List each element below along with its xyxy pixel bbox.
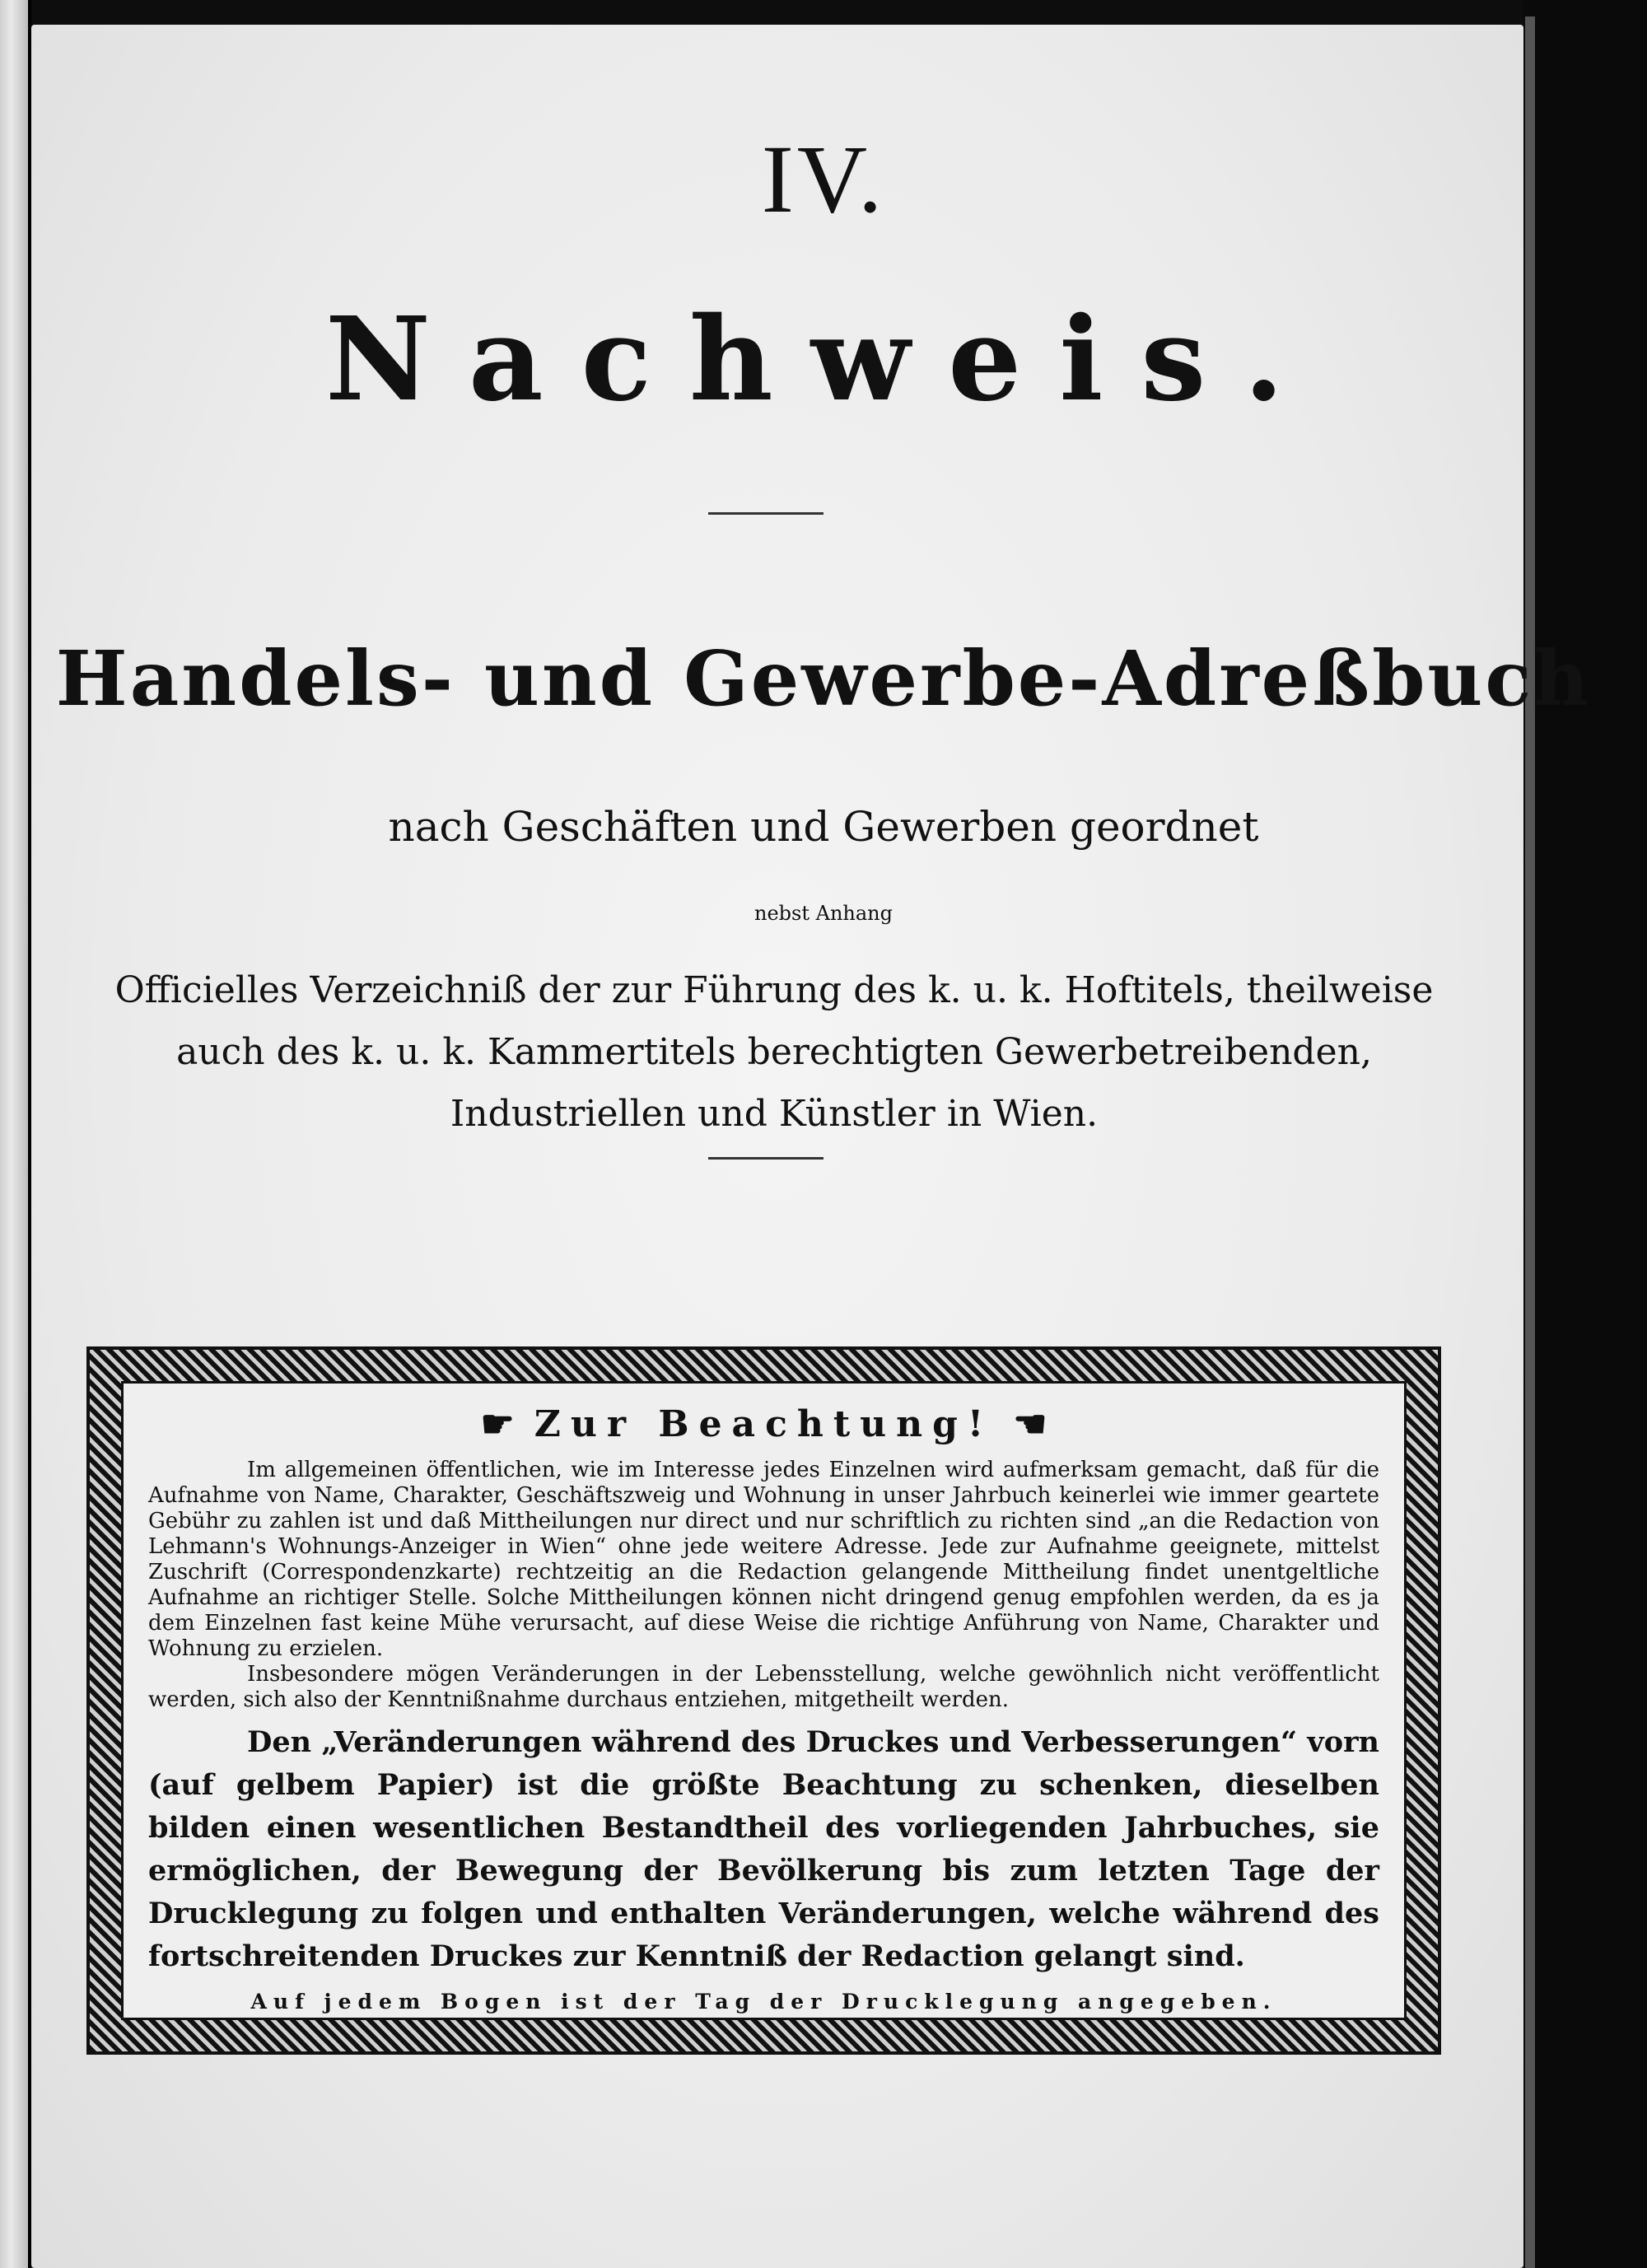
notice-heading: Zur Beachtung! [534, 1402, 994, 1445]
notice-heading-row [148, 1402, 1379, 1446]
book-subline: nach Geschäften und Gewerben geordnet [388, 803, 1259, 851]
pointing-hand-left-icon: ☚ [1013, 1402, 1047, 1446]
notice-box [121, 1381, 1407, 2020]
page-title: Nachweis. [324, 292, 1323, 427]
official-register-text: Officielles Verzeichniß der zur Führung des k. u. k. Hoftitels, theilweise auch des k. u. k. Kammertitels berechtigten Gewerbetreibenden, Industriellen und Künstler in Wien. [114, 969, 1434, 1135]
pointing-hand-right-icon: ☛ [480, 1402, 515, 1446]
notice-paragraph: Im allgemeinen öffentlichen, wie im Interesse jedes Einzelnen wird aufmerksam gemacht, daß für die Aufnahme von Name, Charakter, Geschäftszweig und Wohnung in unser Jahrbuch keinerlei wie immer geartete Gebühr zu zahlen ist und daß Mittheilungen nur direct und nur schriftlich zu richten sind „an die Redaction von Lehmann's Wohnungs-Anzeiger in Wien“ ohne jede weitere Adresse. Jede zur Aufnahme geeignete, mittelst Zuschrift (Correspondenzkarte) rechtzeitig an die Redaction gelangende Mittheilung findet unentgeltliche Aufnahme an richtiger Stelle. Solche Mittheilungen können nicht dringend genug empfohlen werden, da es ja dem Einzelnen fast keine Mühe verursacht, auf diese Weise die richtige Anführung von Name, Charakter und Wohnung zu erzielen. [148, 1458, 1379, 1661]
section-number: IV. [761, 125, 886, 233]
notice-footer: Auf jedem Bogen ist der Tag der Drucklegung angegeben. [250, 1990, 1277, 2014]
notice-paragraph: Insbesondere mögen Veränderungen in der Lebensstellung, welche gewöhnlich nicht veröffentlicht werden, sich also der Kenntnißnahme durchaus entziehen, mitgetheilt werden. [148, 1662, 1379, 1712]
annex-label: nebst Anhang [754, 902, 893, 925]
book-subtitle: Handels- und Gewerbe-Adreßbuch [55, 634, 1592, 723]
notice-ornamental-border [86, 1346, 1441, 2055]
divider-bottom [708, 1157, 824, 1160]
divider-top [708, 512, 824, 515]
notice-bold-paragraph: Den „Veränderungen während des Druckes und Verbesserungen“ vorn (auf gelbem Papier) ist die größte Beachtung zu schenken, dieselben bilden einen wesentlichen Bestandtheil des vorliegenden Jahrbuches, sie ermöglichen, der Bewegung der Bevölkerung bis zum letzten Tage der Drucklegung zu folgen und enthalten Veränderungen, welche während des fortschreitenden Druckes zur Kenntniß der Redaction gelangt sind. [148, 1725, 1379, 1973]
